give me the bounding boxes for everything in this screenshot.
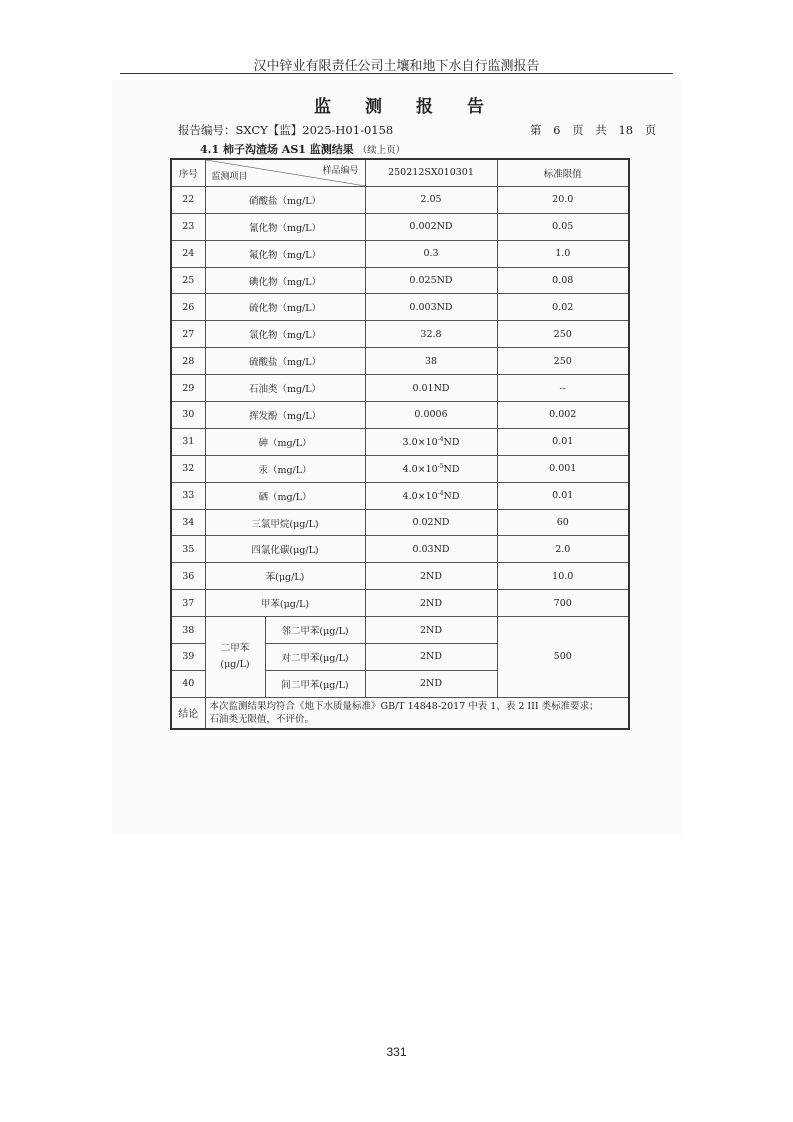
row-value: 2ND bbox=[365, 644, 497, 671]
row-value bbox=[365, 428, 497, 455]
row-seq: 24 bbox=[171, 240, 205, 267]
row-value: 2ND bbox=[365, 617, 497, 644]
conclusion-row bbox=[171, 697, 629, 729]
xylene-group-label bbox=[205, 617, 265, 698]
row-limit: 0.02 bbox=[497, 294, 629, 321]
row-value: 38 bbox=[365, 348, 497, 375]
value-suffix: ND bbox=[443, 490, 460, 502]
table-row bbox=[171, 267, 629, 294]
row-item: 间二甲苯(μg/L) bbox=[265, 670, 365, 697]
value-exponent: -4 bbox=[437, 489, 444, 497]
table-row bbox=[171, 617, 629, 644]
row-value: 0.025ND bbox=[365, 267, 497, 294]
table-row bbox=[171, 321, 629, 348]
row-item: 氯化物（mg/L） bbox=[205, 321, 365, 348]
row-value: 0.0006 bbox=[365, 402, 497, 429]
row-seq: 28 bbox=[171, 348, 205, 375]
row-limit: 1.0 bbox=[497, 240, 629, 267]
row-item: 汞（mg/L） bbox=[205, 455, 365, 482]
row-item: 邻二甲苯(μg/L) bbox=[265, 617, 365, 644]
row-seq: 36 bbox=[171, 563, 205, 590]
report-number: 报告编号：SXCY【监】2025-H01-0158 bbox=[178, 123, 394, 137]
row-seq: 22 bbox=[171, 186, 205, 213]
table-row bbox=[171, 563, 629, 590]
row-seq: 30 bbox=[171, 402, 205, 429]
row-item: 石油类（mg/L） bbox=[205, 375, 365, 402]
report-title: 监测报告 bbox=[314, 97, 518, 117]
table-row bbox=[171, 509, 629, 536]
row-limit: -- bbox=[497, 375, 629, 402]
page-header: 汉中锌业有限责任公司土壤和地下水自行监测报告 bbox=[253, 59, 540, 74]
row-seq: 35 bbox=[171, 536, 205, 563]
row-limit: 0.05 bbox=[497, 213, 629, 240]
row-value bbox=[365, 482, 497, 509]
row-value: 0.01ND bbox=[365, 375, 497, 402]
row-item: 苯(μg/L) bbox=[205, 563, 365, 590]
row-item: 四氯化碳(μg/L) bbox=[205, 536, 365, 563]
table-header-row bbox=[171, 159, 629, 186]
table-row bbox=[171, 536, 629, 563]
xylene-group-limit: 500 bbox=[497, 617, 629, 698]
xylene-label-line1: 二甲苯 bbox=[220, 642, 250, 654]
table-row bbox=[171, 482, 629, 509]
row-seq: 40 bbox=[171, 670, 205, 697]
table-row bbox=[171, 213, 629, 240]
row-item: 硒（mg/L） bbox=[205, 482, 365, 509]
row-value: 32.8 bbox=[365, 321, 497, 348]
section-continued: （续上页） bbox=[357, 145, 406, 156]
xylene-label-line2: (μg/L) bbox=[220, 658, 250, 670]
section-title bbox=[200, 141, 405, 157]
row-seq: 32 bbox=[171, 455, 205, 482]
table-row bbox=[171, 240, 629, 267]
row-limit: 0.01 bbox=[497, 428, 629, 455]
table-row bbox=[171, 428, 629, 455]
row-limit: 0.001 bbox=[497, 455, 629, 482]
row-value: 2ND bbox=[365, 670, 497, 697]
page-number: 331 bbox=[386, 1045, 407, 1059]
value-base: 4.0×10 bbox=[402, 490, 438, 502]
row-limit: 700 bbox=[497, 590, 629, 617]
row-value: 2ND bbox=[365, 563, 497, 590]
row-limit: 0.01 bbox=[497, 482, 629, 509]
row-seq: 33 bbox=[171, 482, 205, 509]
row-seq: 37 bbox=[171, 590, 205, 617]
row-value: 0.002ND bbox=[365, 213, 497, 240]
row-value: 2ND bbox=[365, 590, 497, 617]
conclusion-label: 结论 bbox=[171, 697, 205, 729]
table-row bbox=[171, 455, 629, 482]
table-row bbox=[171, 348, 629, 375]
row-item: 氟化物（mg/L） bbox=[205, 240, 365, 267]
row-limit: 2.0 bbox=[497, 536, 629, 563]
value-base: 4.0×10 bbox=[402, 463, 438, 475]
table-row bbox=[171, 375, 629, 402]
row-item: 氰化物（mg/L） bbox=[205, 213, 365, 240]
row-item: 对二甲苯(μg/L) bbox=[265, 644, 365, 671]
section-title-text: 4.1 柿子沟渣场 AS1 监测结果 bbox=[200, 143, 354, 156]
row-limit: 10.0 bbox=[497, 563, 629, 590]
row-limit: 250 bbox=[497, 348, 629, 375]
row-seq: 23 bbox=[171, 213, 205, 240]
row-limit: 60 bbox=[497, 509, 629, 536]
row-seq: 38 bbox=[171, 617, 205, 644]
row-limit: 0.08 bbox=[497, 267, 629, 294]
value-suffix: ND bbox=[443, 436, 460, 448]
row-seq: 25 bbox=[171, 267, 205, 294]
row-seq: 39 bbox=[171, 644, 205, 671]
table-row bbox=[171, 294, 629, 321]
conclusion-line2: 石油类无限值，不评价。 bbox=[209, 713, 315, 725]
row-item: 挥发酚（mg/L） bbox=[205, 402, 365, 429]
conclusion-text bbox=[205, 697, 629, 729]
value-exponent: -5 bbox=[437, 462, 444, 470]
row-limit: 250 bbox=[497, 321, 629, 348]
row-seq: 31 bbox=[171, 428, 205, 455]
row-limit: 0.002 bbox=[497, 402, 629, 429]
row-seq: 27 bbox=[171, 321, 205, 348]
row-value: 0.03ND bbox=[365, 536, 497, 563]
row-item: 砷（mg/L） bbox=[205, 428, 365, 455]
header-rule bbox=[120, 73, 673, 74]
row-item: 硫酸盐（mg/L） bbox=[205, 348, 365, 375]
row-item: 硫化物（mg/L） bbox=[205, 294, 365, 321]
header-seq: 序号 bbox=[171, 159, 205, 186]
value-suffix: ND bbox=[443, 463, 460, 475]
table-row bbox=[171, 402, 629, 429]
row-item: 碘化物（mg/L） bbox=[205, 267, 365, 294]
row-item: 硝酸盐（mg/L） bbox=[205, 186, 365, 213]
row-value: 0.003ND bbox=[365, 294, 497, 321]
value-exponent: -4 bbox=[437, 435, 444, 443]
table-row bbox=[171, 590, 629, 617]
conclusion-line1: 本次监测结果均符合《地下水质量标准》GB/T 14848-2017 中表 1、表 2 III 类标准要求； bbox=[209, 700, 599, 712]
row-value: 0.3 bbox=[365, 240, 497, 267]
row-value bbox=[365, 455, 497, 482]
row-value: 0.02ND bbox=[365, 509, 497, 536]
header-sample-id: 250212SX010301 bbox=[365, 159, 497, 186]
row-item: 三氯甲烷(μg/L) bbox=[205, 509, 365, 536]
value-base: 3.0×10 bbox=[402, 436, 438, 448]
header-sample-no-label: 样品编号 bbox=[322, 166, 359, 176]
header-diagonal-cell bbox=[205, 159, 365, 186]
header-item-label: 监测项目 bbox=[211, 171, 248, 182]
table-row bbox=[171, 186, 629, 213]
row-item: 甲苯(μg/L) bbox=[205, 590, 365, 617]
page-info: 第 6 页 共 18 页 bbox=[530, 123, 657, 137]
row-seq: 26 bbox=[171, 294, 205, 321]
row-value: 2.05 bbox=[365, 186, 497, 213]
header-limit: 标准限值 bbox=[497, 159, 629, 186]
row-seq: 34 bbox=[171, 509, 205, 536]
row-seq: 29 bbox=[171, 375, 205, 402]
results-table bbox=[170, 158, 630, 730]
row-limit: 20.0 bbox=[497, 186, 629, 213]
